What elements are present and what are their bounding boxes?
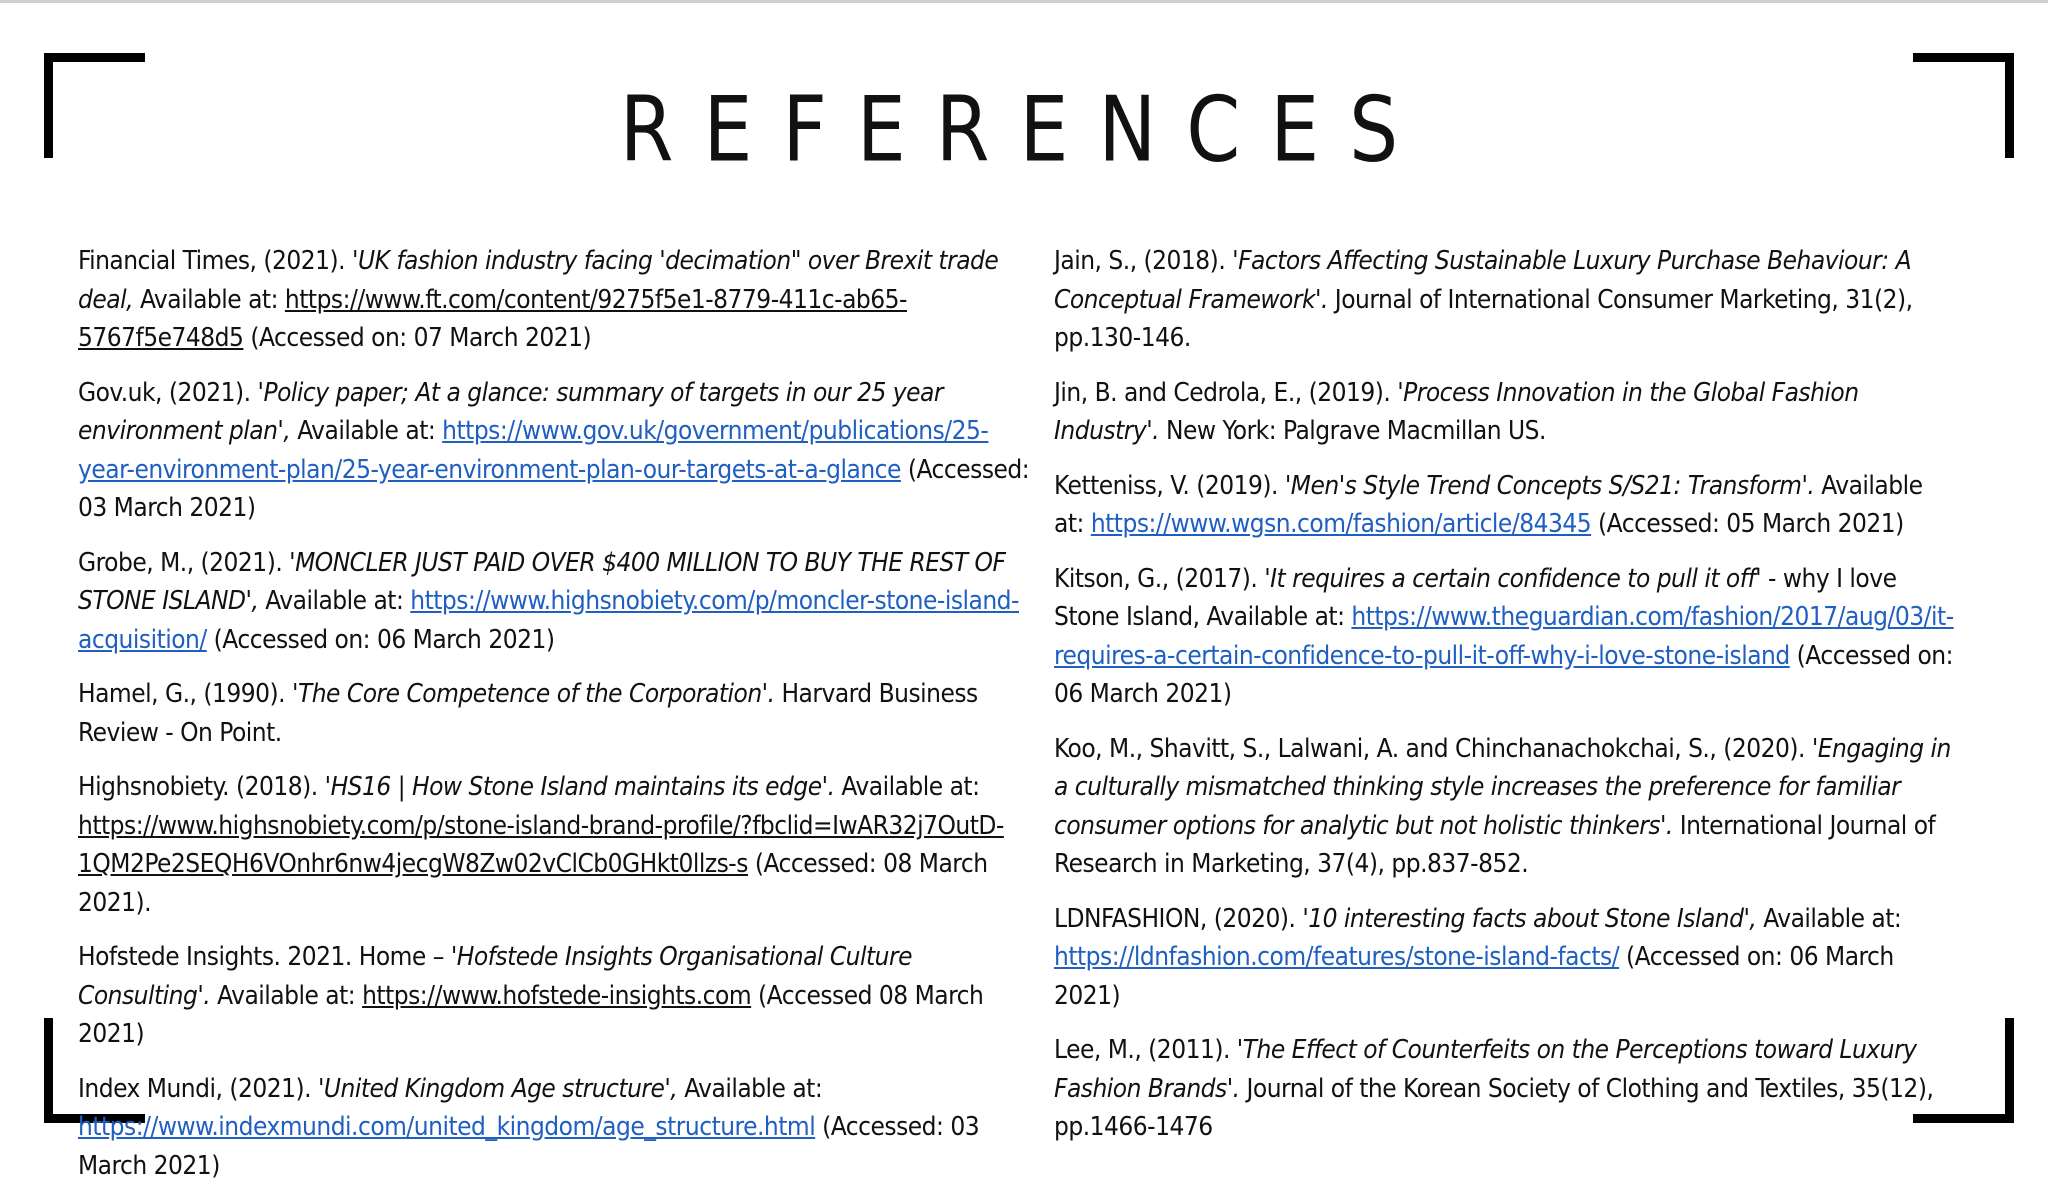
reference-link[interactable]: https://www.theguardian.com/fashion/2017/aug/03/it-requires-a-certain-confidence-to-pull-it-off-why-i-love-stone-island [1054,602,1954,671]
reference-entry [1054,730,1954,884]
reference-author: Kitson, G., (2017). [1054,563,1265,594]
references-left-column [78,242,1038,1201]
reference-entry [1054,560,1954,714]
reference-title: Engaging in a culturally mismatched thinking style increases the preference for familiar consumer options for analytic but not holistic thinkers'. [1054,733,1951,841]
reference-title: The Effect of Counterfeits on the Perceptions toward Luxury Fashion Brands'. [1054,1035,1917,1104]
reference-author: Financial Times, (2021). ' [78,246,358,276]
reference-source: Available at: [290,416,443,446]
reference-source: Available at: [210,980,363,1011]
page-title: REFERENCES [619,77,1429,183]
reference-author: Hofstede Insights. 2021. Home – ' [78,942,457,972]
reference-accessed: (Accessed 08 March 2021) [78,980,984,1049]
reference-title: Policy paper; At a glance: summary of targets in our 25 year environment plan', [78,377,943,446]
reference-author: Grobe, M., (2021). [78,547,290,578]
reference-accessed: (Accessed on: 06 March 2021) [1054,640,1954,709]
reference-source: Available at: [258,586,411,616]
reference-accessed: (Accessed on: 07 March 2021) [243,323,592,353]
reference-author: Highsnobiety. (2018). ' [78,772,331,802]
reference-author: Gov.uk, (2021). ' [78,377,264,408]
reference-entry [78,675,1038,752]
reference-author: LDNFASHION, (2020). [1054,903,1303,934]
reference-link[interactable]: https://www.ft.com/content/9275f5e1-8779-411c-ab65-5767f5e748d5 [78,284,907,353]
reference-entry [1054,467,1954,544]
reference-source: Available at: [677,1073,823,1104]
reference-source: Journal of the Korean Society of Clothing and Textiles, 35(12), pp.1466-1476 [1054,1073,1934,1142]
reference-link[interactable]: https://www.highsnobiety.com/p/stone-island-brand-profile/?fbclid=IwAR32j7OutD-1QM2Pe2SEQH6VOnhr6nw4jecgW8Zw02vClCb0GHkt0llzs-s [78,810,1004,879]
reference-title: The Core Competence of the Corporation'. [297,679,775,709]
reference-author: Jain, S., (2018). ' [1054,246,1239,276]
reference-title: Process Innovation in the Global Fashion Industry'. [1054,377,1859,446]
top-rule [0,0,2048,3]
reference-entry [1054,1031,1954,1147]
reference-link[interactable]: https://www.hofstede-insights.com [362,980,752,1011]
reference-accessed: (Accessed: 03 March 2021) [78,1112,980,1181]
reference-title: 'It requires a certain confidence to pull it off' [1264,563,1762,594]
reference-author: Koo, M., Shavitt, S., Lalwani, A. and Chinchanachokchai, S., (2020). ' [1054,733,1818,764]
reference-title: HS16 | How Stone Island maintains its edge'. [330,772,835,802]
reference-source: Harvard Business Review - On Point. [78,679,978,748]
reference-title: '10 interesting facts about Stone Island', [1302,903,1757,934]
reference-accessed: (Accessed: 08 March 2021). [78,849,988,918]
reference-source: International Journal of Research in Marketing, 37(4), pp.837-852. [1054,810,1936,879]
reference-entry [78,768,1038,922]
reference-entry [1054,900,1954,1016]
reference-accessed: (Accessed: 05 March 2021) [1591,509,1904,539]
reference-author: Hamel, G., (1990). ' [78,679,298,709]
reference-accessed: (Accessed: 03 March 2021) [78,454,1030,523]
reference-source: Available at: [1054,470,1923,539]
reference-entry [78,374,1038,528]
reference-source: Available at: [1756,903,1902,934]
reference-link[interactable]: https://www.gov.uk/government/publications/25-year-environment-plan/25-year-environment-plan-our-targets-at-a-glance [78,416,989,485]
reference-source: New York: Palgrave Macmillan US. [1159,416,1546,446]
reference-link[interactable]: https://www.wgsn.com/fashion/article/84345 [1090,509,1592,539]
reference-title: UK fashion industry facing 'decimation" over Brexit trade deal, [78,246,999,315]
reference-author: Index Mundi, (2021). ' [78,1073,324,1104]
reference-link[interactable]: https://ldnfashion.com/features/stone-island-facts/ [1054,942,1620,972]
reference-title: 'MONCLER JUST PAID OVER $400 MILLION TO BUY THE REST OF STONE ISLAND', [78,547,1006,616]
reference-author: Lee, M., (2011). ' [1054,1035,1243,1065]
reference-author: Jin, B. and Cedrola, E., (2019). ' [1054,377,1404,408]
references-right-column [1054,242,1954,1163]
reference-source: Available at: [834,772,980,802]
reference-entry [78,242,1038,358]
reference-accessed: (Accessed on: 06 March 2021) [1054,942,1894,1011]
reference-source: Journal of International Consumer Marketing, 31(2), pp.130-146. [1054,284,1913,353]
reference-entry [78,1070,1038,1186]
reference-author: Ketteniss, V. (2019). ' [1054,470,1291,501]
reference-title: United Kingdom Age structure', [323,1073,678,1104]
reference-source: - why I love Stone Island, Available at: [1054,563,1897,632]
reference-entry [78,938,1038,1054]
reference-link[interactable]: https://www.highsnobiety.com/p/moncler-stone-island-acquisition/ [78,586,1019,655]
reference-accessed: (Accessed on: 06 March 2021) [206,624,555,655]
reference-source: Available at: [133,284,285,315]
reference-entry [1054,374,1954,451]
reference-title: Hofstede Insights Organisational Culture Consulting'. [78,942,912,1011]
reference-entry [78,544,1038,660]
reference-title: Men's Style Trend Concepts S/S21: Transform'. [1290,470,1815,501]
reference-title: Factors Affecting Sustainable Luxury Purchase Behaviour: A Conceptual Framework'. [1054,246,1912,315]
reference-entry [1054,242,1954,358]
reference-link[interactable]: https://www.indexmundi.com/united_kingdom/age_structure.html [78,1112,816,1142]
